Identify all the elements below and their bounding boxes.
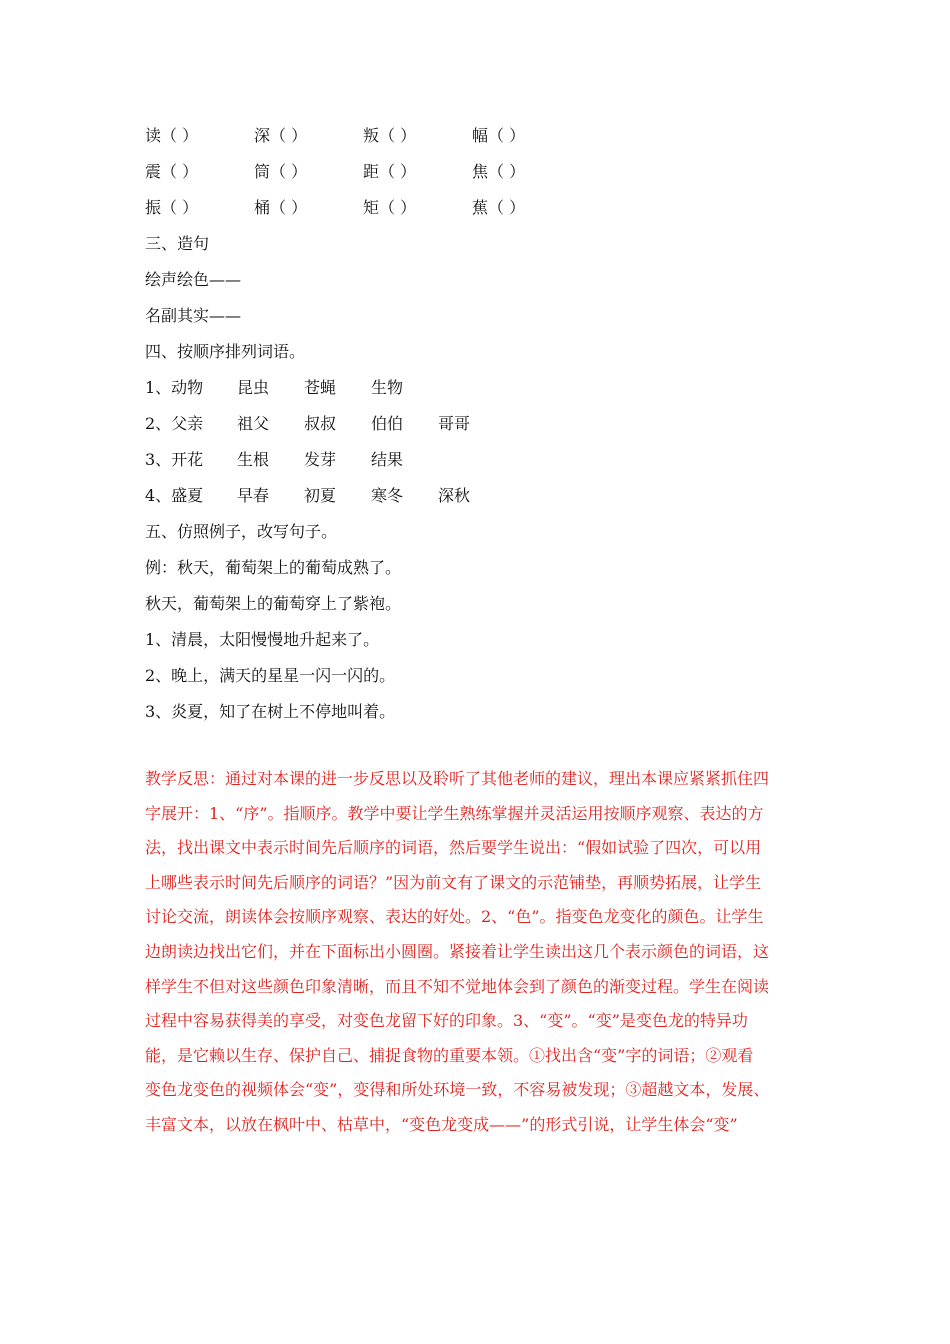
char-cell: 筒（ ） xyxy=(254,162,308,181)
char-cell: 焦（ ） xyxy=(472,162,526,181)
reflection-line: 讨论交流，朗读体会按顺序观察、表达的好处。2、“色”。指变色龙变化的颜色。让学生 xyxy=(145,907,764,927)
word-cell: 叔叔 xyxy=(304,414,337,433)
reflection-line: 变色龙变色的视频体会“变”，变得和所处环境一致，不容易被发现；③超越文本，发展、 xyxy=(145,1080,770,1100)
word-cell: 2、父亲 xyxy=(145,414,204,433)
word-cell: 生物 xyxy=(371,378,404,397)
word-cell: 生根 xyxy=(237,450,270,469)
word-cell: 哥哥 xyxy=(438,414,471,433)
word-cell: 初夏 xyxy=(304,486,337,505)
rewrite-item: 2、晚上，满天的星星一闪一闪的。 xyxy=(145,666,396,685)
rewrite-item: 3、炎夏，知了在树上不停地叫着。 xyxy=(145,702,396,721)
reflection-line: 边朗读边找出它们，并在下面标出小圆圈。紧接着让学生读出这几个表示颜色的词语，这 xyxy=(145,941,770,961)
word-cell: 发芽 xyxy=(304,450,337,469)
reflection-line: 上哪些表示时间先后顺序的词语？”因为前文有了课文的示范铺垫，再顺势拓展，让学生 xyxy=(145,872,762,892)
teaching-reflection xyxy=(145,762,810,1143)
rewrite-item: 1、清晨，太阳慢慢地升起来了。 xyxy=(145,630,380,649)
reflection-line: 字展开：1、“序”。指顺序。教学中要让学生熟练掌握并灵活运用按顺序观察、表达的方 xyxy=(145,803,764,823)
sentence-item: 名副其实—— xyxy=(145,306,242,325)
reflection-line: 教学反思：通过对本课的进一步反思以及聆听了其他老师的建议，理出本课应紧紧抓住四 xyxy=(145,769,770,788)
word-cell: 1、动物 xyxy=(145,378,204,397)
word-cell: 结果 xyxy=(371,450,404,469)
word-cell: 深秋 xyxy=(438,486,471,505)
char-cell: 震（ ） xyxy=(145,162,199,181)
word-cell: 祖父 xyxy=(237,414,270,433)
word-cell: 4、盛夏 xyxy=(145,486,204,505)
char-cell: 读（ ） xyxy=(145,126,199,145)
reflection-line: 能，是它赖以生存、保护自己、捕捉食物的重要本领。①找出含“变”字的词语；②观看 xyxy=(145,1045,754,1065)
section-5-heading: 五、仿照例子，改写句子。 xyxy=(145,522,338,541)
word-cell: 昆虫 xyxy=(237,378,270,397)
example-sentence: 例：秋天，葡萄架上的葡萄成熟了。 xyxy=(145,558,402,577)
word-cell: 伯伯 xyxy=(371,414,404,433)
reflection-line: 过程中容易获得美的享受，对变色龙留下好的印象。3、“变”。“变”是变色龙的特异功 xyxy=(145,1011,748,1031)
char-cell: 深（ ） xyxy=(254,126,308,145)
section-4-heading: 四、按顺序排列词语。 xyxy=(145,342,306,361)
reflection-line: 丰富文本，以放在枫叶中、枯草中，“变色龙变成——”的形式引说，让学生体会“变” xyxy=(145,1114,738,1134)
section-3-heading: 三、造句 xyxy=(145,234,210,253)
char-cell: 振（ ） xyxy=(145,198,199,217)
reflection-line: 法，找出课文中表示时间先后顺序的词语，然后要学生说出：“假如试验了四次，可以用 xyxy=(145,838,762,858)
char-cell: 矩（ ） xyxy=(363,198,417,217)
char-cell: 蕉（ ） xyxy=(472,198,526,217)
char-cell: 叛（ ） xyxy=(363,126,417,145)
example-sentence-rewritten: 秋天，葡萄架上的葡萄穿上了紫袍。 xyxy=(145,594,402,613)
word-cell: 寒冬 xyxy=(371,486,404,505)
word-cell: 早春 xyxy=(237,486,270,505)
word-cell: 苍蝇 xyxy=(304,378,337,397)
char-cell: 幅（ ） xyxy=(472,126,526,145)
char-cell: 距（ ） xyxy=(363,162,417,181)
word-cell: 3、开花 xyxy=(145,450,204,469)
sentence-item: 绘声绘色—— xyxy=(145,270,242,289)
reflection-line: 样学生不但对这些颜色印象清晰，而且不知不觉地体会到了颜色的渐变过程。学生在阅读 xyxy=(145,976,770,996)
char-cell: 桶（ ） xyxy=(254,198,308,217)
